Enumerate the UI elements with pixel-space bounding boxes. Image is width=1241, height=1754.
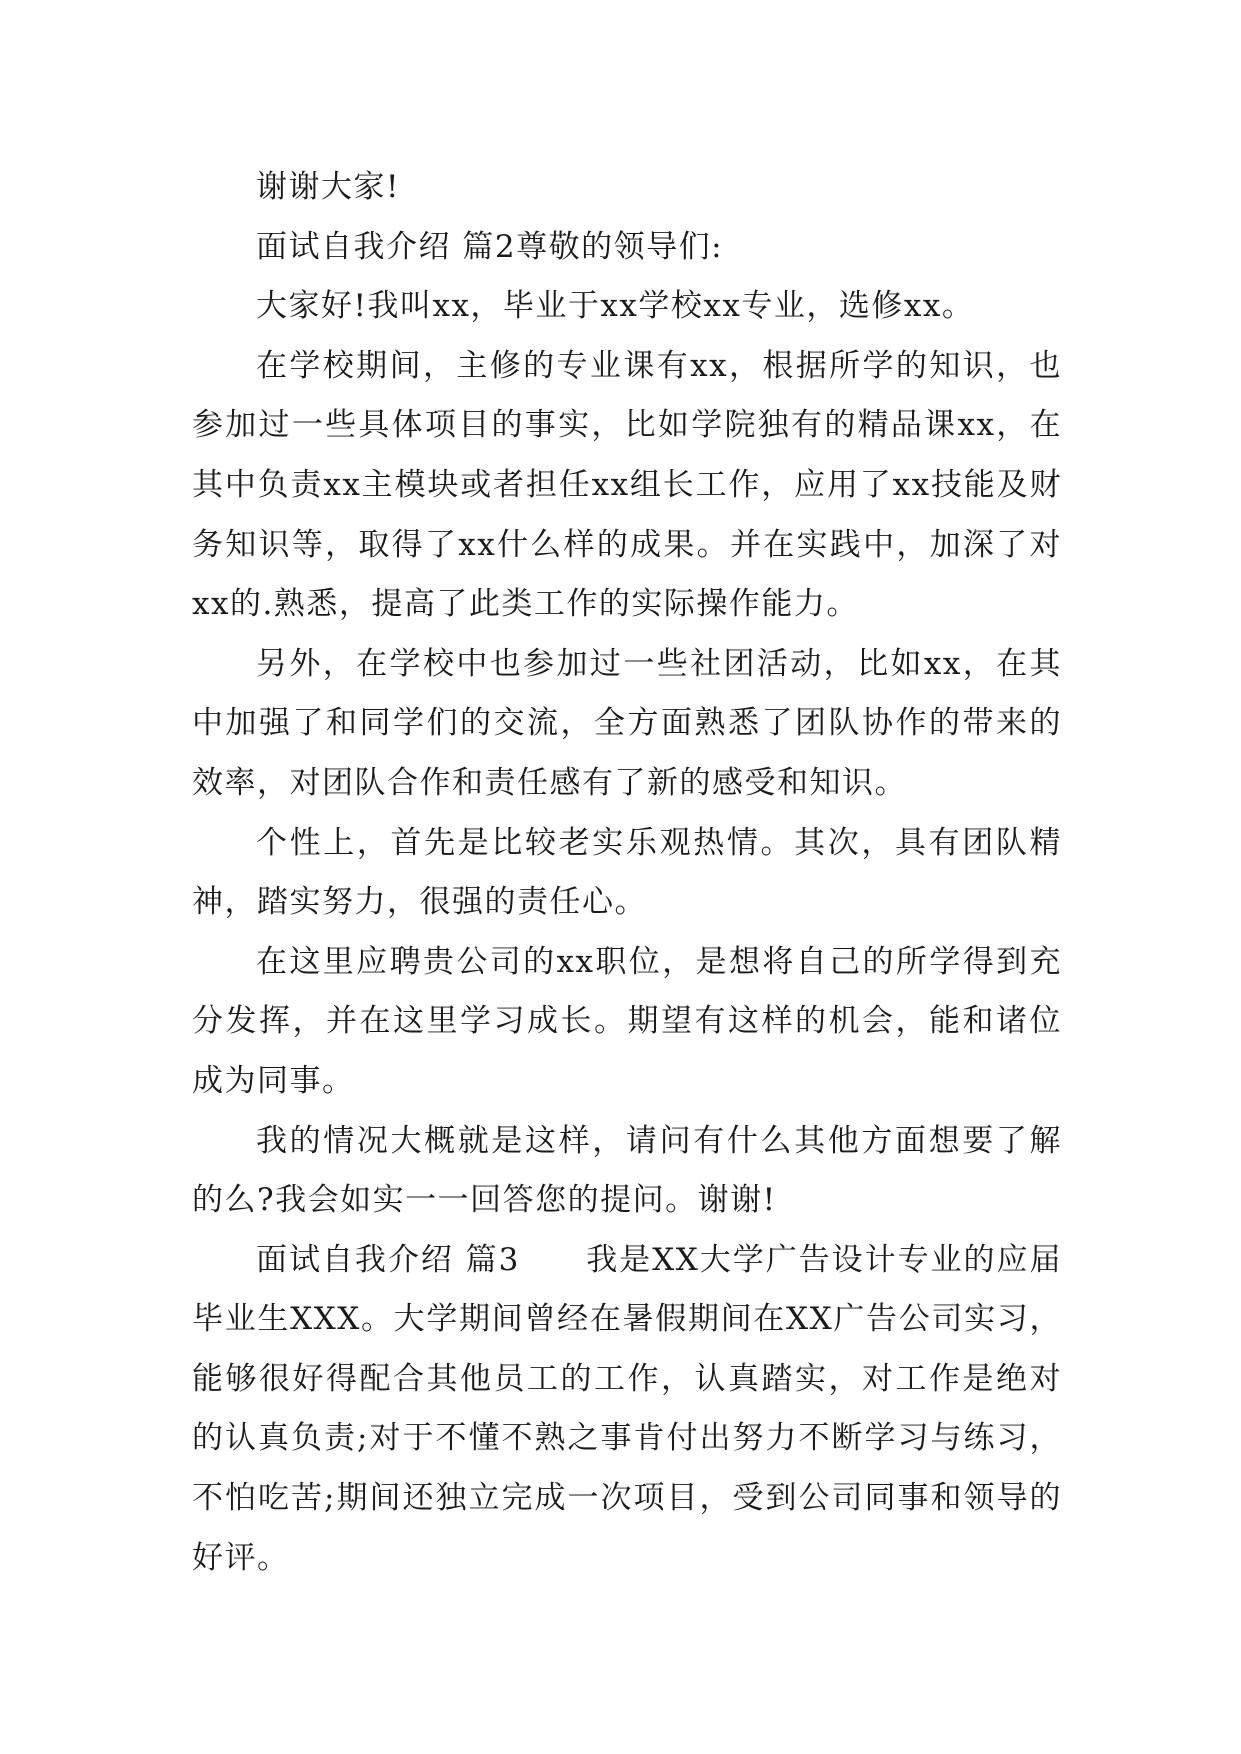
paragraph-application-goal: 在这里应聘贵公司的xx职位，是想将自己的所学得到充分发挥，并在这里学习成长。期望有这样的机会，能和诸位成为同事。 (192, 943, 1062, 1099)
paragraph-club-activities: 另外，在学校中也参加过一些社团活动，比如xx，在其中加强了和同学们的交流，全方面熟悉了团队协作的带来的效率，对团队合作和责任感有了新的感受和知识。 (192, 645, 1062, 801)
paragraph-section-2-heading: 面试自我介绍 篇2尊敬的领导们: (256, 228, 724, 265)
paragraph-closing-thanks: 谢谢大家! (256, 169, 400, 205)
paragraph-section-3: 面试自我介绍 篇3 我是XX大学广告设计专业的应届毕业生XXX。大学期间曾经在暑假期间在XX广告公司实习，能够很好得配合其他员工的工作，认真踏实，对工作是绝对的认真负责;对于不懂不熟之事肯付出努力不断学习与练习，不怕吃苦;期间还独立完成一次项目，受到公司同事和领导的好评。 (192, 1241, 1062, 1576)
paragraph-school-experience: 在学校期间，主修的专业课有xx，根据所学的知识，也参加过一些具体项目的事实，比如学院独有的精品课xx，在其中负责xx主模块或者担任xx组长工作，应用了xx技能及财务知识等，取得了xx什么样的成果。并在实践中，加深了对xx的.熟悉，提高了此类工作的实际操作能力。 (192, 347, 1062, 623)
document-body (192, 158, 1062, 1588)
paragraph-greeting: 大家好!我叫xx，毕业于xx学校xx专业，选修xx。 (256, 288, 975, 325)
paragraph-closing-question: 我的情况大概就是这样，请问有什么其他方面想要了解的么?我会如实一一回答您的提问。谢谢! (192, 1122, 1062, 1219)
paragraph-personality: 个性上，首先是比较老实乐观热情。其次，具有团队精神，踏实努力，很强的责任心。 (192, 824, 1062, 921)
